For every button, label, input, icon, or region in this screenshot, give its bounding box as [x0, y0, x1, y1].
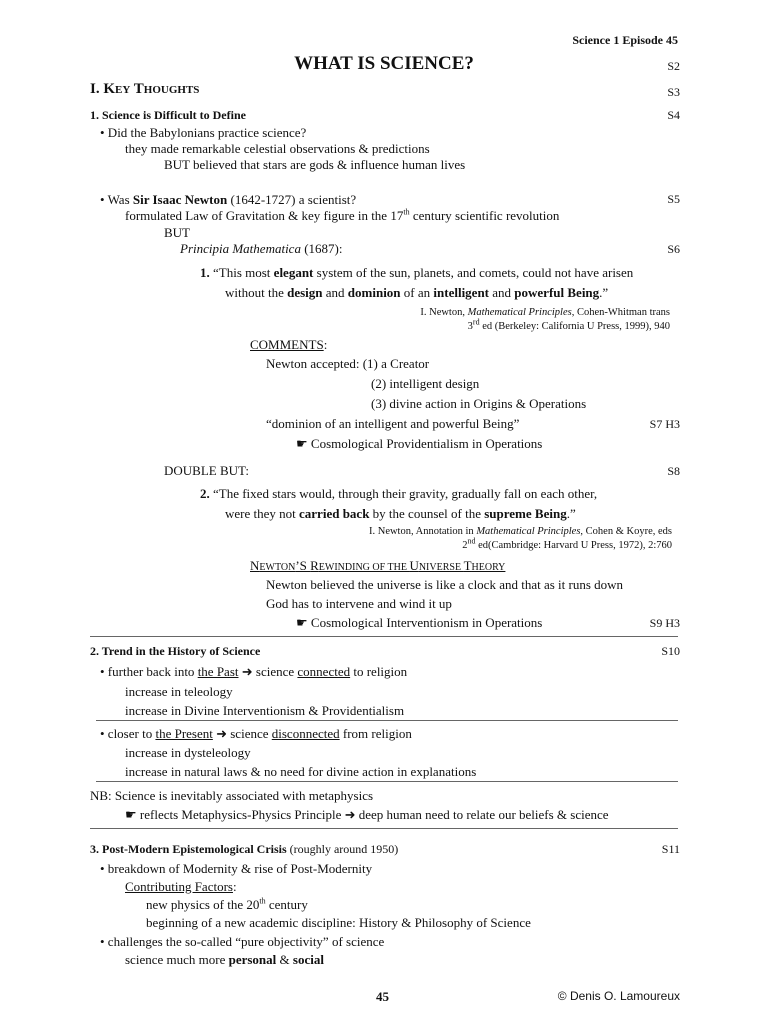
page-title: WHAT IS SCIENCE?: [294, 53, 474, 74]
text-line: science much more personal & social: [125, 952, 324, 967]
episode-label: Science 1 Episode 45: [572, 33, 678, 47]
bullet-present: • closer to the Present ➜ science disconnected from religion: [100, 726, 412, 741]
divider: [96, 781, 678, 782]
text-line: “dominion of an intelligent and powerful Being”: [266, 416, 520, 431]
text-line: Principia Mathematica (1687):: [180, 241, 343, 256]
text-line: ☛ Cosmological Interventionism in Operations: [296, 615, 543, 630]
bullet-past: • further back into the Past ➜ science connected to religion: [100, 664, 408, 679]
slide-ref-s7: S7 H3: [649, 417, 680, 431]
text-line: they made remarkable celestial observations & predictions: [125, 141, 430, 156]
text-line: DOUBLE BUT:: [164, 463, 249, 478]
section-heading: I. KEY THOUGHTS: [90, 81, 200, 97]
quote-1: 1. “This most elegant system of the sun, planets, and comets, could not have arisen: [200, 265, 634, 280]
slide-ref-s3: S3: [667, 85, 680, 99]
citation-1: I. Newton, Mathematical Principles, Cohen-Whitman trans: [420, 307, 670, 318]
page-number: 45: [376, 989, 389, 1004]
quote-1-cont: without the design and dominion of an intelligent and powerful Being.”: [225, 285, 609, 300]
slide-ref-s8: S8: [667, 464, 680, 478]
citation-2-cont: 2nd ed(Cambridge: Harvard U Press, 1972), 2:760: [462, 536, 672, 551]
slide-ref-s9: S9 H3: [649, 616, 680, 630]
text-line: increase in teleology: [125, 684, 233, 699]
text-line: (3) divine action in Origins & Operations: [371, 396, 587, 411]
subheading-3: 3. Post-Modern Epistemological Crisis (roughly around 1950): [90, 842, 399, 856]
text-line: increase in natural laws & no need for divine action in explanations: [125, 764, 477, 779]
bullet-objectivity: • challenges the so-called “pure objectivity” of science: [100, 934, 385, 949]
quote-2: 2. “The fixed stars would, through their gravity, gradually fall on each other,: [200, 486, 598, 501]
subheading-2: 2. Trend in the History of Science: [90, 644, 261, 658]
text-line: Newton accepted: (1) a Creator: [266, 356, 430, 371]
text-line: Newton believed the universe is like a clock and that as it runs down: [266, 577, 624, 592]
divider: [90, 636, 678, 637]
text-line: new physics of the 20th century: [146, 896, 308, 912]
slide-ref-s4: S4: [667, 108, 680, 122]
slide-ref-s10: S10: [661, 644, 680, 658]
text-line: increase in dysteleology: [125, 745, 251, 760]
subheading-1: 1. Science is Difficult to Define: [90, 108, 246, 122]
divider: [90, 828, 678, 829]
slide-ref-s6: S6: [667, 242, 680, 256]
divider: [96, 720, 678, 721]
text-line: beginning of a new academic discipline: History & Philosophy of Science: [146, 915, 531, 930]
quote-2-cont: were they not carried back by the counsel of the supreme Being.”: [225, 506, 576, 521]
copyright: © Denis O. Lamoureux: [557, 989, 680, 1003]
comments-label: COMMENTS:: [250, 337, 328, 352]
factors-label: Contributing Factors:: [125, 879, 237, 894]
text-line: (2) intelligent design: [371, 376, 480, 391]
text-line: ☛ Cosmological Providentialism in Operations: [296, 436, 543, 451]
text-line: BUT believed that stars are gods & influence human lives: [164, 157, 466, 172]
text-line: BUT: [164, 225, 190, 240]
text-line: increase in Divine Interventionism & Providentialism: [125, 703, 405, 718]
text-line: ☛ reflects Metaphysics-Physics Principle ➜ deep human need to relate our beliefs & science: [125, 807, 609, 822]
slide-ref-s2: S2: [667, 59, 680, 73]
bullet-babylonians: • Did the Babylonians practice science?: [100, 125, 307, 140]
bullet-modernity: • breakdown of Modernity & rise of Post-Modernity: [100, 861, 373, 876]
rewinding-heading: NEWTON’S REWINDING OF THE UNIVERSE THEORY: [250, 558, 506, 573]
slide-ref-s11: S11: [661, 842, 680, 856]
citation-1-cont: 3rd ed (Berkeley: California U Press, 1999), 940: [467, 317, 670, 332]
text-line: formulated Law of Gravitation & key figure in the 17th century scientific revolution: [125, 207, 560, 223]
citation-2: I. Newton, Annotation in Mathematical Principles, Cohen & Koyre, eds: [368, 526, 672, 537]
text-line: God has to intervene and wind it up: [266, 596, 452, 611]
nb-note: NB: Science is inevitably associated with metaphysics: [90, 788, 374, 803]
slide-ref-s5: S5: [667, 192, 680, 206]
bullet-newton: • Was Sir Isaac Newton (1642-1727) a scientist?: [100, 192, 357, 207]
